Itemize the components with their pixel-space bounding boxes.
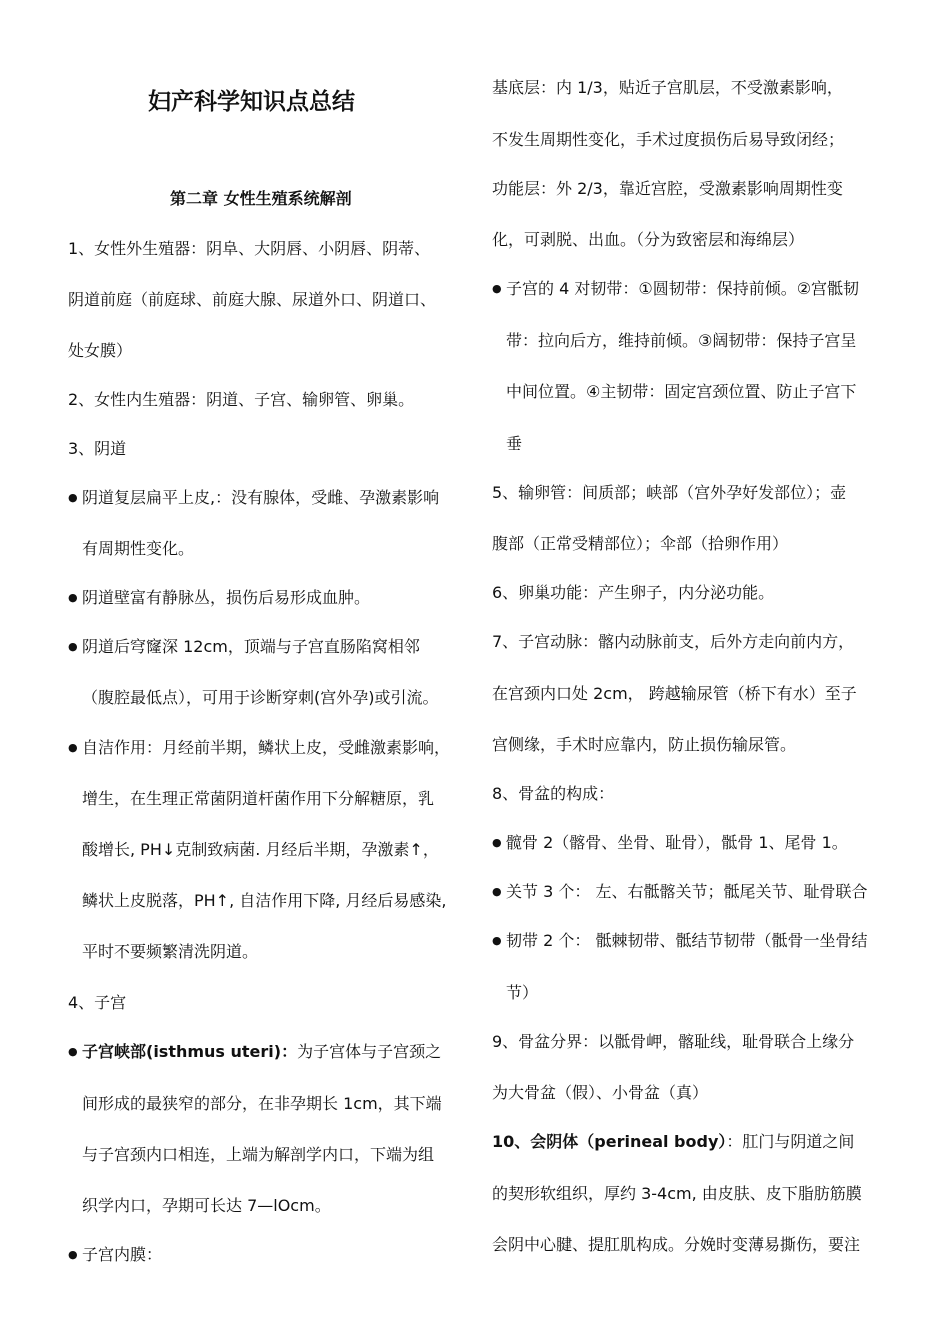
para-6: 6、卵巢功能：产生卵子，内分泌功能。 bbox=[492, 583, 775, 602]
bullet-1-line-1: 阴道复层扁平上皮,：没有腺体，受雌、孕激素影响 bbox=[82, 488, 440, 507]
para-1-line-3: 处女膜） bbox=[68, 341, 133, 360]
perineal-body-term: 10、会阴体（perineal body） bbox=[492, 1132, 727, 1151]
bullet-icon: ● bbox=[68, 741, 78, 754]
bullet-icon: ● bbox=[492, 934, 502, 947]
ligament-line-3: 中间位置。④主韧带：固定宫颈位置、防止子宫下 bbox=[506, 382, 857, 401]
para-10-line-1 bbox=[492, 1131, 854, 1153]
para-10-line-2: 的契形软组织，厚约 3-4cm, 由皮肤、皮下脂肪筋膜 bbox=[492, 1184, 862, 1203]
pelvis-ligaments-line-1: 韧带 2 个： 骶棘韧带、骶结节韧带（骶骨一坐骨结 bbox=[506, 931, 868, 950]
bullet-4-line-4: 鳞状上皮脱落，PH↑, 自洁作用下降, 月经后易感染, bbox=[82, 891, 447, 910]
bullet-1-line-2: 有周期性变化。 bbox=[82, 539, 195, 558]
bullet-icon: ● bbox=[492, 836, 502, 849]
para-7-line-2: 在宫颈内口处 2cm， 跨越输尿管（桥下有水）至子 bbox=[492, 684, 857, 703]
bullet-icon: ● bbox=[68, 1248, 78, 1261]
bullet-4-line-2: 增生，在生理正常菌阴道杆菌作用下分解糖原，乳 bbox=[82, 789, 435, 808]
ligament-line-2: 带：拉向后方，维持前倾。③阔韧带：保持子宫呈 bbox=[506, 331, 857, 350]
bullet-4-line-3: 酸增长, PH↓克制致病菌. 月经后半期，孕激素↑， bbox=[82, 840, 439, 859]
para-1-line-1: 1、女性外生殖器：阴阜、大阴唇、小阴唇、阴蒂、 bbox=[68, 239, 431, 258]
endometrium-functional-line-1: 功能层：外 2/3，靠近宫腔，受激素影响周期性变 bbox=[492, 179, 843, 198]
bullet-5-line-2: 间形成的最狭窄的部分，在非孕期长 1cm，其下端 bbox=[82, 1094, 442, 1113]
para-1-line-2: 阴道前庭（前庭球、前庭大腺、尿道外口、阴道口、 bbox=[68, 290, 437, 309]
bullet-icon: ● bbox=[68, 591, 78, 604]
document-title: 妇产科学知识点总结 bbox=[148, 89, 355, 115]
para-3: 3、阴道 bbox=[68, 439, 127, 458]
isthmus-definition: 为子宫体与子宫颈之 bbox=[297, 1042, 442, 1061]
ligament-line-1: 子宫的 4 对韧带：①圆韧带：保持前倾。②宫骶韧 bbox=[506, 279, 860, 298]
endometrium-basal-line-2: 不发生周期性变化，手术过度损伤后易导致闭经； bbox=[492, 130, 845, 149]
pelvis-ligaments-line-2: 节） bbox=[506, 983, 539, 1002]
para-8: 8、骨盆的构成： bbox=[492, 784, 615, 803]
bullet-icon: ● bbox=[492, 885, 502, 898]
ligament-line-4: 垂 bbox=[506, 434, 523, 453]
bullet-icon: ● bbox=[68, 640, 78, 653]
para-5-line-2: 腹部（正常受精部位）；伞部（拾卵作用） bbox=[492, 534, 789, 553]
bullet-icon: ● bbox=[68, 491, 78, 504]
bullet-icon: ● bbox=[68, 1045, 78, 1058]
para-7-line-3: 宫侧缘，手术时应靠内，防止损伤输尿管。 bbox=[492, 735, 797, 754]
para-9-line-2: 为大骨盆（假）、小骨盆（真） bbox=[492, 1083, 709, 1102]
para-10-line-3: 会阴中心腱、提肛肌构成。分娩时变薄易撕伤，要注 bbox=[492, 1235, 861, 1254]
isthmus-term: 子宫峡部(isthmus uteri)： bbox=[82, 1042, 298, 1061]
bullet-6: 子宫内膜： bbox=[82, 1245, 163, 1264]
chapter-heading: 第二章 女性生殖系统解剖 bbox=[170, 189, 352, 208]
bullet-4-line-1: 自洁作用：月经前半期，鳞状上皮，受雌激素影响， bbox=[82, 738, 451, 757]
endometrium-basal-line-1: 基底层：内 1/3，贴近子宫肌层，不受激素影响， bbox=[492, 78, 843, 97]
pelvis-bones: 髋骨 2（髂骨、坐骨、耻骨），骶骨 1、尾骨 1。 bbox=[506, 833, 848, 852]
bullet-5-line-3: 与子宫颈内口相连，上端为解剖学内口，下端为组 bbox=[82, 1145, 435, 1164]
bullet-3-line-1: 阴道后穹窿深 12cm，顶端与子宫直肠陷窝相邻 bbox=[82, 637, 420, 656]
bullet-2: 阴道壁富有静脉丛，损伤后易形成血肿。 bbox=[82, 588, 371, 607]
para-9-line-1: 9、骨盆分界：以骶骨岬，髂耻线，耻骨联合上缘分 bbox=[492, 1032, 855, 1051]
bullet-icon: ● bbox=[492, 282, 502, 295]
para-5-line-1: 5、输卵管：间质部；峡部（宫外孕好发部位）；壶 bbox=[492, 483, 847, 502]
bullet-5-line-4: 织学内口，孕期可长达 7—lOcm。 bbox=[82, 1196, 331, 1215]
para-4: 4、子宫 bbox=[68, 993, 127, 1012]
endometrium-functional-line-2: 化，可剥脱、出血。（分为致密层和海绵层） bbox=[492, 230, 805, 249]
para-2: 2、女性内生殖器：阴道、子宫、输卵管、卵巢。 bbox=[68, 390, 415, 409]
para-7-line-1: 7、子宫动脉：髂内动脉前支，后外方走向前内方， bbox=[492, 632, 855, 651]
bullet-5-line-1 bbox=[82, 1041, 441, 1063]
bullet-3-line-2: （腹腔最低点），可用于诊断穿刺(宫外孕)或引流。 bbox=[82, 688, 439, 707]
bullet-4-line-5: 平时不要频繁清洗阴道。 bbox=[82, 942, 259, 961]
pelvis-joints: 关节 3 个： 左、右骶髂关节；骶尾关节、耻骨联合 bbox=[506, 882, 868, 901]
perineal-body-definition: ：肛门与阴道之间 bbox=[726, 1132, 855, 1151]
